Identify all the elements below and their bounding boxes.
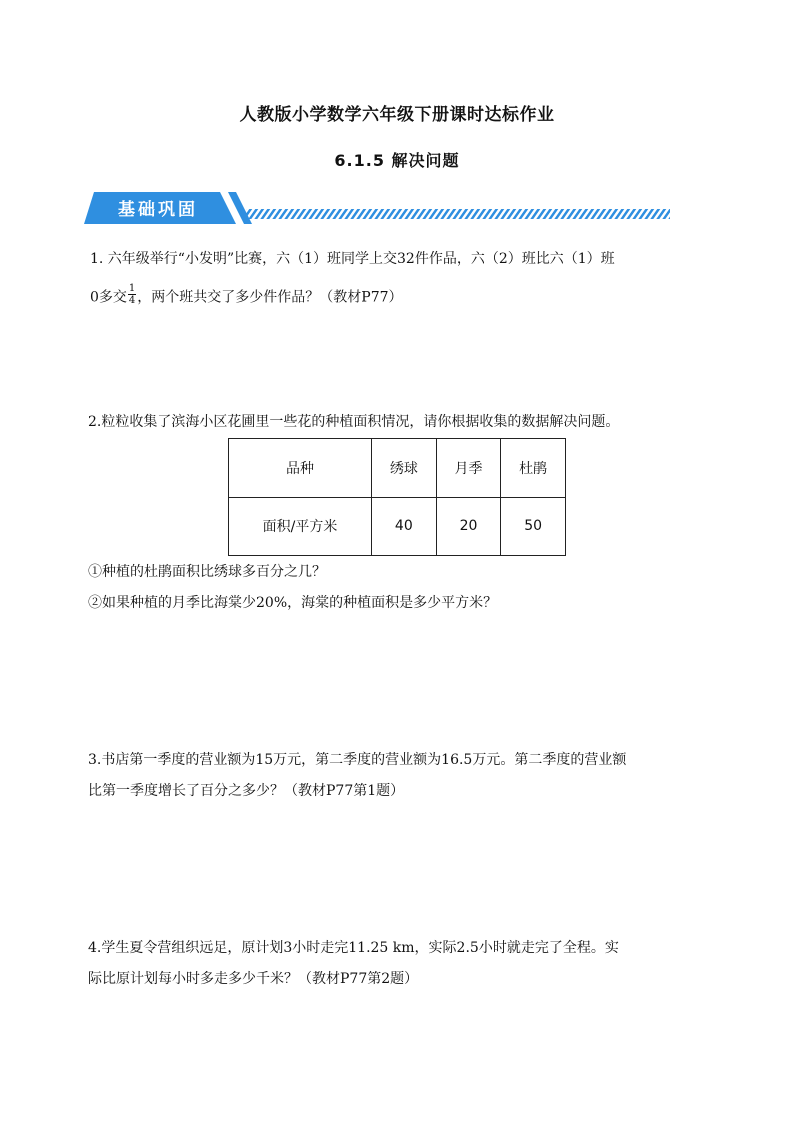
question-1-suffix: ，两个班共交了多少件作品？（教材P77） (137, 289, 403, 306)
flower-area-table (228, 438, 566, 556)
question-2-text: 2.粒粒收集了滨海小区花圃里一些花的种植面积情况，请你根据收集的数据解决问题。 (88, 414, 620, 430)
table-header-cell: 杜鹃 (501, 439, 566, 498)
page-title: 人教版小学数学六年级下册课时达标作业 (239, 105, 555, 125)
question-2-sub-2: ②如果种植的月季比海棠少20%，海棠的种植面积是多少平方米？ (88, 595, 498, 611)
table-cell: 40 (372, 497, 437, 556)
question-1-prefix: 0多交 (90, 289, 127, 306)
fraction (128, 283, 136, 306)
question-1-line-1: 1. 六年级举行“小发明”比赛，六（1）班同学上交32件作品，六（2）班比六（1）班 (90, 251, 615, 267)
banner-hatch-line (246, 209, 670, 219)
lesson-title: 6.1.5 解决问题 (334, 151, 460, 170)
fraction-numerator: 1 (128, 283, 136, 294)
table-cell: 50 (501, 497, 566, 556)
table-row (229, 497, 566, 556)
table-header-cell: 绣球 (372, 439, 437, 498)
question-3-line-2: 比第一季度增长了百分之多少？（教材P77第1题） (88, 783, 405, 799)
question-4-line-2: 际比原计划每小时多走多少千米？（教材P77第2题） (88, 971, 419, 987)
question-1-line-2 (90, 283, 403, 309)
question-4-line-1: 4.学生夏令营组织远足，原计划3小时走完11.25 km，实际2.5小时就走完了全程。实 (88, 940, 619, 956)
question-3-line-1: 3.书店第一季度的营业额为15万元，第二季度的营业额为16.5万元。第二季度的营业额 (88, 752, 627, 768)
table-cell: 20 (436, 497, 501, 556)
table-header-cell: 月季 (436, 439, 501, 498)
table-header-cell: 品种 (229, 439, 372, 498)
section-banner (84, 188, 674, 228)
fraction-denominator: 4 (128, 295, 136, 306)
section-label: 基础巩固 (118, 200, 198, 220)
table-cell: 面积/平方米 (229, 497, 372, 556)
table-header-row (229, 439, 566, 498)
question-2-sub-1: ①种植的杜鹃面积比绣球多百分之几？ (88, 564, 326, 580)
